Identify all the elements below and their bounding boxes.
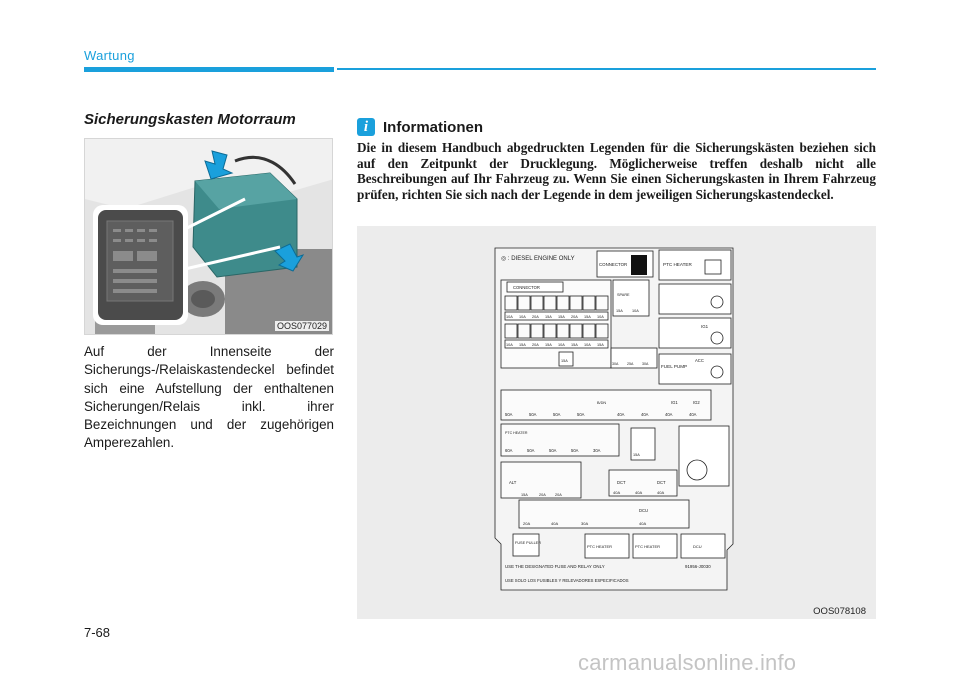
info-body-text: Die in diesem Handbuch abgedruckten Legenden für die Sicherungskästen beziehen sich auf den Zeitpunkt der Drucklegung. Möglicherweise treffen deshalb nicht alle Beschreibungen auf Ihr Fahrzeug zu. Wenn Sie einen Sicherungskasten in Ihrem Fahrzeug prüfen, richten Sie sich nach der Legende in dem jeweiligen Sicherungskastendeckel.	[357, 140, 876, 203]
fuse-15a-label: 15A	[633, 453, 640, 457]
svg-text:PTC HEATER: PTC HEATER	[505, 431, 528, 435]
left-body-text: Auf der Innenseite der Sicherungs-/Relaiskastendeckel befindet sich eine Aufstellung der enthaltenen Sicherungen/Relais inkl. ihrer Bezeichnungen und der zugehörigen Amperezahlen.	[84, 344, 334, 451]
svg-text:40A: 40A	[613, 490, 621, 495]
header-rule-thin	[337, 68, 876, 70]
svg-text:50A: 50A	[529, 412, 537, 417]
svg-text:15A: 15A	[558, 315, 565, 319]
svg-text:40A: 40A	[639, 521, 647, 526]
dcu-label: DCU	[639, 508, 649, 513]
fuel-pump-label: FUEL PUMP	[661, 364, 688, 369]
svg-text:40A: 40A	[689, 412, 697, 417]
ig-relay-label: IG1	[701, 324, 709, 329]
dct-label-1: DCT	[617, 480, 626, 485]
b-dn-label: B/DN	[597, 401, 607, 405]
svg-text:10A: 10A	[558, 343, 565, 347]
svg-text:50A: 50A	[577, 412, 585, 417]
engine-bay-illustration	[85, 139, 333, 335]
svg-text:IG2: IG2	[693, 400, 700, 405]
svg-text:20A: 20A	[571, 315, 578, 319]
svg-text:10A: 10A	[584, 343, 591, 347]
fuse-puller-label: FUSE PULLER	[515, 541, 541, 545]
ptc-heater-label-2: PTC HEATER	[587, 544, 613, 549]
svg-text:15A: 15A	[545, 343, 552, 347]
svg-text:40A: 40A	[665, 412, 673, 417]
svg-text:50A: 50A	[505, 412, 513, 417]
svg-text:15A: 15A	[571, 343, 578, 347]
svg-text:40A: 40A	[635, 490, 643, 495]
info-title: Informationen	[383, 119, 483, 136]
spare-15a: 15A	[561, 359, 568, 363]
svg-text:50A: 50A	[571, 448, 579, 453]
header-rule-thick	[84, 67, 334, 72]
svg-text:15A: 15A	[597, 343, 604, 347]
svg-text:30A: 30A	[612, 362, 619, 366]
svg-text:40A: 40A	[657, 490, 665, 495]
svg-text:50A: 50A	[527, 448, 535, 453]
dcu-label-2: DCU	[693, 544, 702, 549]
svg-text:30A: 30A	[593, 448, 601, 453]
svg-text:10A: 10A	[506, 315, 513, 319]
svg-text:40A: 40A	[641, 412, 649, 417]
svg-text:15A: 15A	[584, 315, 591, 319]
svg-text:30A: 30A	[642, 362, 649, 366]
diesel-note: ◎ : DIESEL ENGINE ONLY	[501, 256, 575, 262]
photo-caption: OOS077029	[276, 321, 327, 331]
svg-text:50A: 50A	[549, 448, 557, 453]
svg-text:20A: 20A	[555, 493, 562, 497]
svg-text:40A: 40A	[551, 521, 559, 526]
svg-text:60A: 60A	[505, 448, 513, 453]
svg-text:50A: 50A	[553, 412, 561, 417]
svg-text:30A: 30A	[581, 521, 589, 526]
section-title: Wartung	[84, 48, 135, 63]
connector-label: CONNECTOR	[599, 262, 628, 267]
svg-text:10A: 10A	[632, 309, 639, 313]
ptc-heater-relay-label: PTC HEATER	[663, 262, 692, 267]
engine-fusebox-photo	[84, 138, 333, 335]
svg-text:15A: 15A	[616, 309, 623, 313]
spare-label: SPARE	[617, 293, 630, 297]
svg-text:15A: 15A	[519, 343, 526, 347]
watermark-text: carmanualsonline.info	[578, 650, 797, 675]
svg-text:20A: 20A	[539, 493, 546, 497]
use-designated-es: USE SOLO LOS FUSIBLES Y RELEVADORES ESPECIFICADOS	[505, 578, 629, 583]
ptc-heater-label-3: PTC HEATER	[635, 544, 661, 549]
acc-relay-label: ACC	[695, 358, 704, 363]
svg-text:IG1: IG1	[671, 400, 678, 405]
svg-text:20A: 20A	[532, 343, 539, 347]
part-number: 91956-J0030	[685, 564, 711, 569]
fusebox-layout-diagram	[489, 244, 737, 594]
svg-text:10A: 10A	[597, 315, 604, 319]
svg-text:40A: 40A	[617, 412, 625, 417]
fusebox-diagram-panel	[357, 226, 876, 619]
svg-text:10A: 10A	[519, 315, 526, 319]
connector-small-label: CONNECTOR	[513, 285, 540, 290]
left-heading: Sicherungskasten Motorraum	[84, 111, 296, 128]
svg-text:20A: 20A	[532, 315, 539, 319]
svg-text:20A: 20A	[523, 521, 531, 526]
diagram-caption: OOS078108	[813, 606, 866, 617]
page-number: 7-68	[84, 625, 111, 640]
svg-text:10A: 10A	[506, 343, 513, 347]
use-designated-en: USE THE DESIGNATED FUSE AND RELAY ONLY	[505, 564, 605, 569]
info-icon: i	[357, 118, 375, 136]
svg-text:25A: 25A	[627, 362, 634, 366]
svg-text:15A: 15A	[521, 493, 528, 497]
alt-label: ALT	[509, 480, 517, 485]
svg-text:15A: 15A	[545, 315, 552, 319]
dct-label-2: DCT	[657, 480, 666, 485]
